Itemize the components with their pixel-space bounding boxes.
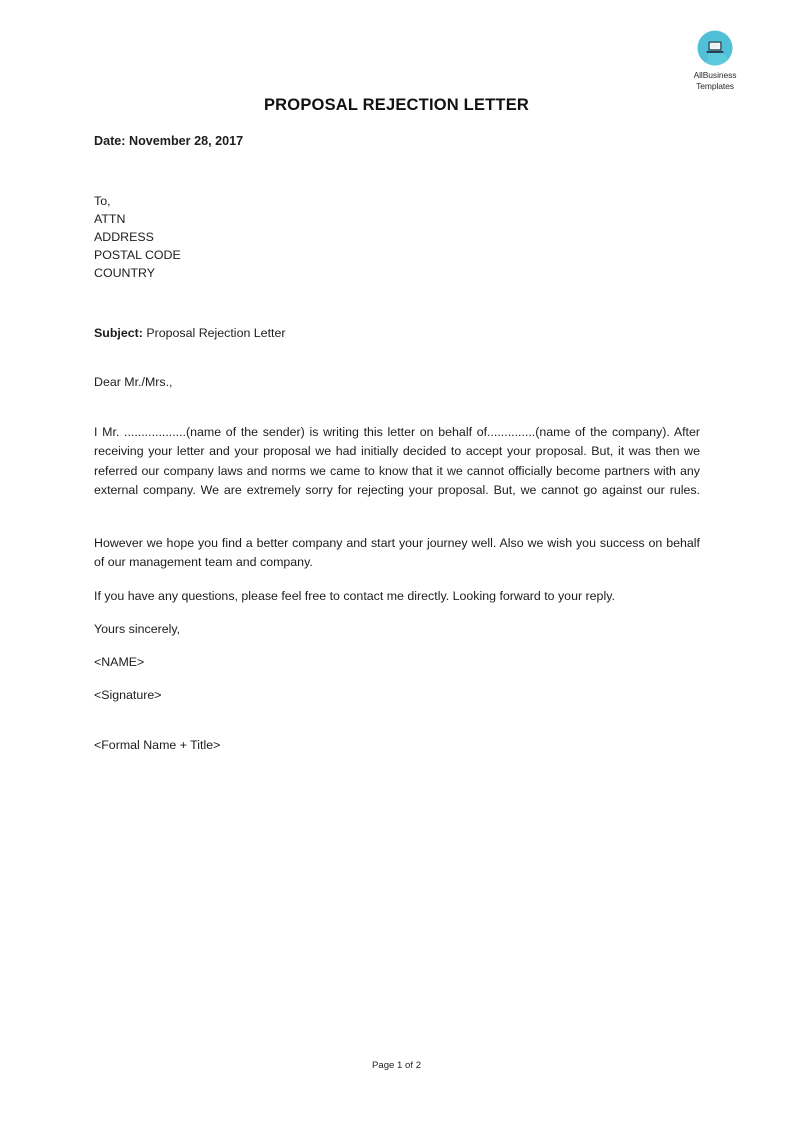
recipient-address-block xyxy=(94,192,700,283)
page-title: PROPOSAL REJECTION LETTER xyxy=(263,96,530,114)
brand-name xyxy=(679,70,751,91)
name-placeholder: <NAME> xyxy=(94,655,145,670)
signature-placeholder: <Signature> xyxy=(94,688,162,703)
brand-name-line1: AllBusiness xyxy=(693,70,737,80)
laptop-icon xyxy=(695,28,735,68)
date-line: Date: November 28, 2017 xyxy=(94,134,244,148)
letter-body xyxy=(94,132,700,755)
closing-line: Yours sincerely, xyxy=(94,622,181,637)
paragraph-contact: If you have any questions, please feel free to contact me directly. Looking forward to your reply. xyxy=(94,588,615,603)
salutation: Dear Mr./Mrs., xyxy=(94,375,173,390)
brand-logo xyxy=(679,28,751,91)
address-postal-code: POSTAL CODE xyxy=(94,248,181,263)
subject-line xyxy=(94,324,700,343)
address-attn: ATTN xyxy=(94,211,126,226)
brand-name-line2: Templates xyxy=(696,80,734,91)
subject-label: Subject: xyxy=(94,325,143,340)
address-to: To, xyxy=(94,193,111,208)
address-street: ADDRESS xyxy=(94,230,154,244)
formal-name-title-placeholder: <Formal Name + Title> xyxy=(94,738,221,753)
address-country: COUNTRY xyxy=(94,266,156,281)
paragraph-intro: I Mr. ..................(name of the sender) is writing this letter on behalf of..............(name of the company). After receiving your letter and your proposal we had initially decided to accept your proposal. But, it was then we referred our company laws and norms we came to know that it we cannot officially become partners with any external company. We are extremely sorry for rejecting your proposal. But, we cannot go against our rules. xyxy=(94,424,700,498)
subject-value: Proposal Rejection Letter xyxy=(146,325,286,340)
paragraph-wishes: However we hope you find a better company and start your journey well. Also we wish you success on behalf of our management team and company. xyxy=(94,535,700,570)
page-footer: Page 1 of 2 xyxy=(371,1060,422,1071)
